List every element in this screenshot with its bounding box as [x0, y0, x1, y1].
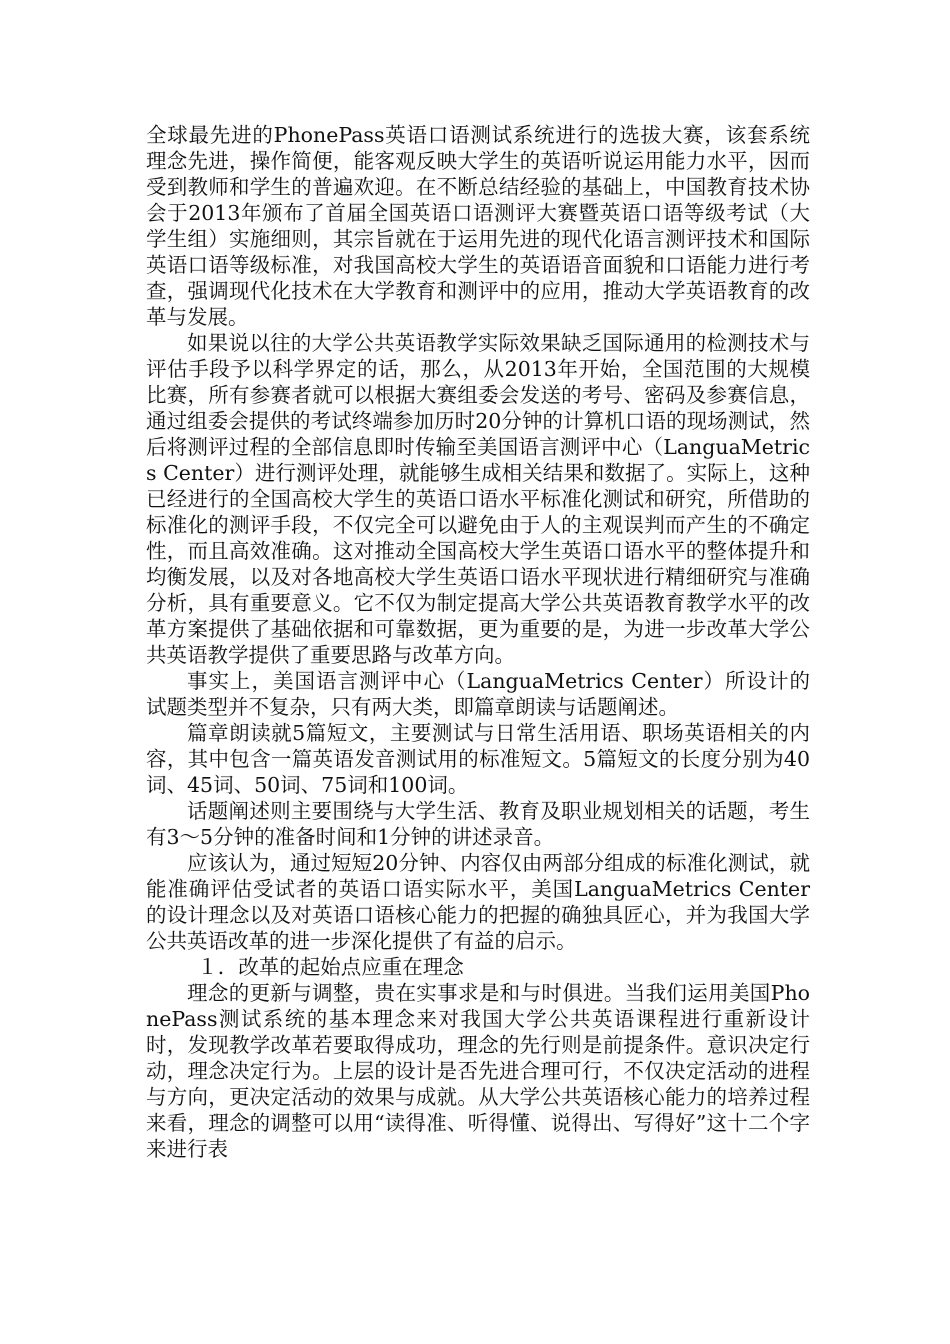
paragraph-1: 全球最先进的PhonePass英语口语测试系统进行的选拔大赛，该套系统理念先进，操作简便，能客观反映大学生的英语听说运用能力水平，因而受到教师和学生的普遍欢迎。在不断总结经验的基础上，中国教育技术协会于2013年颁布了首届全国英语口语测评大赛暨英语口语等级考试（大学生组）实施细则，其宗旨就在于运用先进的现代化语言测评技术和国际英语口语等级标准，对我国高校大学生的英语语音面貌和口语能力进行考查，强调现代化技术在大学教育和测评中的应用，推动大学英语教育的改革与发展。 [146, 123, 810, 329]
paragraph-7: 理念的更新与调整，贵在实事求是和与时俱进。当我们运用美国PhonePass测试系统的基本理念来对我国大学公共英语课程进行重新设计时，发现教学改革若要取得成功，理念的先行则是前提条件。意识决定行动，理念决定行为。上层的设计是否先进合理可行，不仅决定活动的进程与方向，更决定活动的效果与成就。从大学公共英语核心能力的培养过程来看，理念的调整可以用“读得准、听得懂、说得出、写得好”这十二个字来进行表 [146, 981, 810, 1161]
paragraph-3: 事实上，美国语言测评中心（LanguaMetrics Center）所设计的试题类型并不复杂，只有两大类，即篇章朗读与话题阐述。 [146, 669, 810, 719]
document-page [146, 122, 810, 1162]
paragraph-5: 话题阐述则主要围绕与大学生活、教育及职业规划相关的话题，考生有3～5分钟的准备时间和1分钟的讲述录音。 [146, 799, 810, 849]
paragraph-6: 应该认为，通过短短20分钟、内容仅由两部分组成的标准化测试，就能准确评估受试者的英语口语实际水平，美国LanguaMetrics Center的设计理念以及对英语口语核心能力的把握的确独具匠心，并为我国大学公共英语改革的进一步深化提供了有益的启示。 [146, 851, 810, 953]
paragraph-4: 篇章朗读就5篇短文，主要测试与日常生活用语、职场英语相关的内容，其中包含一篇英语发音测试用的标准短文。5篇短文的长度分别为40词、45词、50词、75词和100词。 [146, 721, 810, 797]
paragraph-2: 如果说以往的大学公共英语教学实际效果缺乏国际通用的检测技术与评估手段予以科学界定的话，那么，从2013年开始，全国范围的大规模比赛，所有参赛者就可以根据大赛组委会发送的考号、密码及参赛信息，通过组委会提供的考试终端参加历时20分钟的计算机口语的现场测试，然后将测评过程的全部信息即时传输至美国语言测评中心（LanguaMetrics Center）进行测评处理，就能够生成相关结果和数据了。实际上，这种已经进行的全国高校大学生的英语口语水平标准化测试和研究，所借助的标准化的测评手段，不仅完全可以避免由于人的主观误判而产生的不确定性，而且高效准确。这对推动全国高校大学生英语口语水平的整体提升和均衡发展，以及对各地高校大学生英语口语水平现状进行精细研究与准确分析，具有重要意义。它不仅为制定提高大学公共英语教育教学水平的改革方案提供了基础依据和可靠数据，更为重要的是，为进一步改革大学公共英语教学提供了重要思路与改革方向。 [146, 331, 810, 667]
section-heading: １．改革的起始点应重在理念 [197, 955, 464, 979]
